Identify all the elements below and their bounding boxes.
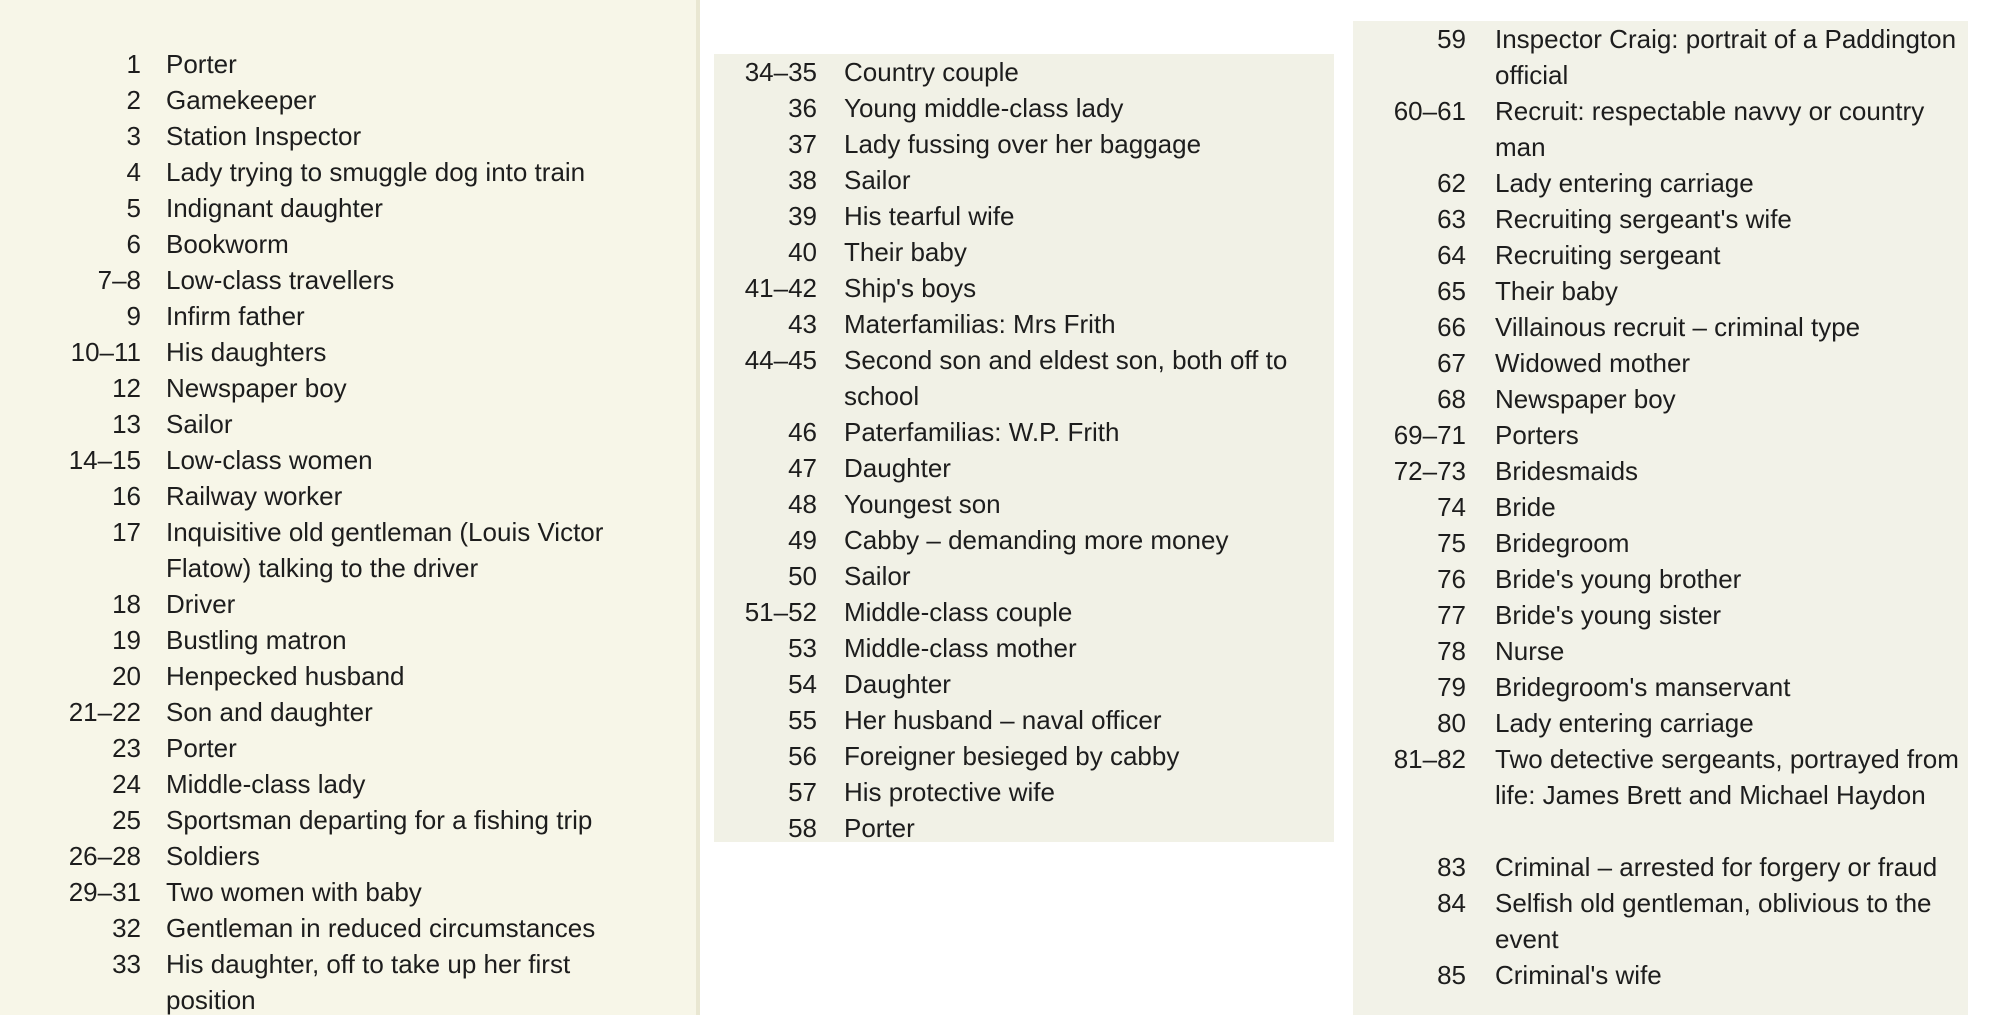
entry-description: Bridegroom	[1495, 528, 1630, 558]
entry-description: Gentleman in reduced circumstances	[166, 913, 596, 943]
entry-number: 66	[1437, 312, 1466, 342]
entry-description: Soldiers	[166, 841, 260, 871]
entry-number: 74	[1437, 492, 1466, 522]
entry-number: 44–45	[744, 345, 817, 375]
entry-number: 77	[1437, 600, 1466, 630]
entry-description: Newspaper boy	[166, 373, 347, 403]
entry-number: 18	[112, 589, 141, 619]
entry-number: 84	[1437, 888, 1466, 918]
entry-number: 10–11	[70, 337, 141, 367]
entry-description: Sailor	[844, 165, 911, 195]
entry-number: 4	[126, 157, 141, 187]
entry-description: Ship's boys	[844, 273, 977, 303]
entry-number: 19	[112, 625, 141, 655]
entry-description: Son and daughter	[166, 697, 373, 727]
entry-description: Middle-class couple	[844, 597, 1073, 627]
entry-number: 57	[788, 777, 817, 807]
entry-description: Newspaper boy	[1495, 384, 1676, 414]
entry-number: 39	[788, 201, 817, 231]
entry-number: 32	[112, 913, 141, 943]
entry-number: 75	[1437, 528, 1466, 558]
entry-number: 58	[788, 813, 817, 843]
entry-number: 69–71	[1393, 420, 1466, 450]
entry-description: His daughters	[166, 337, 327, 367]
entry-description: Indignant daughter	[166, 193, 383, 223]
entry-description: Middle-class lady	[166, 769, 366, 799]
entry-description: Porter	[844, 813, 915, 843]
entry-number: 76	[1437, 564, 1466, 594]
entry-description: His daughter, off to take up her first position	[166, 949, 571, 1015]
entry-description: Paterfamilias: W.P. Frith	[844, 417, 1120, 447]
entry-number: 3	[126, 121, 141, 151]
entry-number: 60–61	[1393, 96, 1466, 126]
entry-number: 67	[1437, 348, 1466, 378]
entry-description: Two women with baby	[166, 877, 422, 907]
entry-number: 25	[112, 805, 141, 835]
entry-description: Bridegroom's manservant	[1495, 672, 1791, 702]
entry-number: 79	[1437, 672, 1466, 702]
key-column-right	[1353, 21, 1968, 1015]
entry-description: Gamekeeper	[166, 85, 317, 115]
entry-description: Selfish old gentleman, oblivious to the event	[1495, 888, 1932, 954]
key-column-middle	[714, 54, 1334, 842]
key-column-left	[0, 0, 700, 1015]
entry-description: Infirm father	[166, 301, 305, 331]
entry-number: 43	[788, 309, 817, 339]
entry-number: 14–15	[68, 445, 141, 475]
entry-description: Their baby	[1495, 276, 1618, 306]
entry-number: 37	[788, 129, 817, 159]
entry-description: Materfamilias: Mrs Frith	[844, 309, 1116, 339]
entry-number: 26–28	[68, 841, 141, 871]
entry-number: 17	[112, 517, 141, 547]
entry-number: 83	[1437, 852, 1466, 882]
entry-number: 16	[112, 481, 141, 511]
entry-description: Youngest son	[844, 489, 1001, 519]
entry-description: Lady trying to smuggle dog into train	[166, 157, 586, 187]
entry-description: Criminal's wife	[1495, 960, 1662, 990]
entry-description: Porters	[1495, 420, 1579, 450]
entry-number: 41–42	[744, 273, 817, 303]
entry-description: Henpecked husband	[166, 661, 405, 691]
entry-number: 24	[112, 769, 141, 799]
entry-description: Villainous recruit – criminal type	[1495, 312, 1861, 342]
entry-description: Nurse	[1495, 636, 1565, 666]
entry-number: 7–8	[97, 265, 141, 295]
entry-number: 20	[112, 661, 141, 691]
entry-description: Young middle-class lady	[844, 93, 1124, 123]
entry-number: 51–52	[744, 597, 817, 627]
entry-number: 49	[788, 525, 817, 555]
entry-description: Inspector Craig: portrait of a Paddington official	[1495, 24, 1957, 90]
entry-number: 33	[112, 949, 141, 979]
entry-number: 23	[112, 733, 141, 763]
entry-number: 81–82	[1393, 744, 1466, 774]
entry-description: Porter	[166, 49, 237, 79]
entry-description: His protective wife	[844, 777, 1055, 807]
entry-number: 64	[1437, 240, 1466, 270]
entry-number: 85	[1437, 960, 1466, 990]
entry-number: 80	[1437, 708, 1466, 738]
entry-number: 62	[1437, 168, 1466, 198]
entry-number: 65	[1437, 276, 1466, 306]
entry-number: 13	[112, 409, 141, 439]
entry-description: Recruit: respectable navvy or country man	[1495, 96, 1925, 162]
entry-description: Low-class women	[166, 445, 373, 475]
entry-number: 47	[788, 453, 817, 483]
entry-description: Inquisitive old gentleman (Louis Victor Flatow) talking to the driver	[166, 517, 604, 583]
entry-number: 1	[126, 49, 141, 79]
entry-description: Cabby – demanding more money	[844, 525, 1229, 555]
entry-number: 5	[126, 193, 141, 223]
entry-number: 29–31	[68, 877, 141, 907]
entry-description: Daughter	[844, 453, 951, 483]
entry-number: 59	[1437, 24, 1466, 54]
entry-number: 38	[788, 165, 817, 195]
entry-description: Sailor	[844, 561, 911, 591]
entry-number: 34–35	[744, 57, 817, 87]
entry-description: Recruiting sergeant	[1495, 240, 1721, 270]
entry-description: Sailor	[166, 409, 233, 439]
entry-description: Lady entering carriage	[1495, 708, 1754, 738]
entry-number: 21–22	[68, 697, 141, 727]
entry-number: 46	[788, 417, 817, 447]
entry-description: Bookworm	[166, 229, 289, 259]
entry-number: 12	[112, 373, 141, 403]
entry-description: Widowed mother	[1495, 348, 1691, 378]
entry-number: 53	[788, 633, 817, 663]
entry-description: Her husband – naval officer	[844, 705, 1162, 735]
entry-description: Railway worker	[166, 481, 343, 511]
entry-description: Lady entering carriage	[1495, 168, 1754, 198]
entry-description: Bride's young brother	[1495, 564, 1742, 594]
entry-number: 54	[788, 669, 817, 699]
entry-number: 40	[788, 237, 817, 267]
entry-description: Bride's young sister	[1495, 600, 1722, 630]
entry-description: Station Inspector	[166, 121, 362, 151]
entry-description: Bustling matron	[166, 625, 347, 655]
entry-description: Middle-class mother	[844, 633, 1077, 663]
entry-number: 63	[1437, 204, 1466, 234]
entry-description: Lady fussing over her baggage	[844, 129, 1202, 159]
entry-description: Second son and eldest son, both off to school	[844, 345, 1288, 411]
entry-description: Daughter	[844, 669, 951, 699]
entry-description: Foreigner besieged by cabby	[844, 741, 1180, 771]
entry-number: 2	[126, 85, 141, 115]
entry-description: Bridesmaids	[1495, 456, 1639, 486]
entry-number: 68	[1437, 384, 1466, 414]
entry-number: 78	[1437, 636, 1466, 666]
entry-description: Two detective sergeants, portrayed from life: James Brett and Michael Haydon	[1495, 744, 1959, 810]
entry-number: 48	[788, 489, 817, 519]
entry-number: 9	[126, 301, 141, 331]
entry-number: 6	[126, 229, 141, 259]
entry-description: Country couple	[844, 57, 1019, 87]
entry-number: 36	[788, 93, 817, 123]
entry-description: His tearful wife	[844, 201, 1015, 231]
entry-number: 56	[788, 741, 817, 771]
entry-description: Driver	[166, 589, 236, 619]
entry-number: 55	[788, 705, 817, 735]
entry-description: Their baby	[844, 237, 967, 267]
entry-description: Criminal – arrested for forgery or fraud	[1495, 852, 1938, 882]
entry-number: 72–73	[1393, 456, 1466, 486]
entry-description: Low-class travellers	[166, 265, 395, 295]
entry-description: Porter	[166, 733, 237, 763]
entry-description: Sportsman departing for a fishing trip	[166, 805, 593, 835]
entry-description: Bride	[1495, 492, 1556, 522]
entry-description: Recruiting sergeant's wife	[1495, 204, 1792, 234]
entry-number: 50	[788, 561, 817, 591]
